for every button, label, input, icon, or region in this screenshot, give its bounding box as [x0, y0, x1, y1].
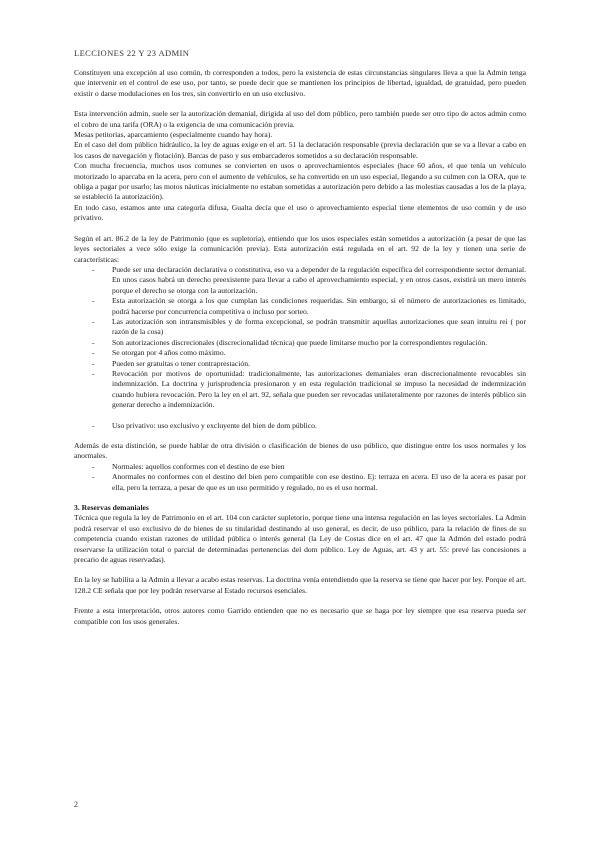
list-item-text: Esta autorización se otorga a los que cumplan las condiciones requeridas. Sin embargo, si el número de autorizaciones es limitado, podrá hacerse por concurrencia competitiva o incluso por sorteo.	[112, 296, 526, 316]
list-dash: -	[92, 296, 95, 306]
list-item-text: Anormales no conformes con el destino del bien pero compatible con ese destino. Ej: terraza en acera. El uso de la acera es pasar por ella, pero la terraza, a pesar de que es un uso permitido y regulado, no es el uso normal.	[112, 472, 526, 492]
list-item-text: Puede ser una declaración declarativa o constitutiva, eso va a depender de la regulación específica del correspondiente sector demanial. En unos casos habrá un derecho preexistente para llevar a cabo el aprovechamiento especial, y en otros casos, existirá un mero interés porque el derecho se otorga con la autorización.	[112, 264, 526, 295]
list-item	[92, 421, 526, 431]
list-item	[92, 359, 526, 369]
list-item	[92, 348, 526, 358]
list-item	[92, 296, 526, 317]
list-dash: -	[92, 316, 95, 326]
list-item	[92, 265, 526, 296]
list-dash: -	[92, 472, 95, 482]
section-heading-reservas: 3. Reservas demaniales	[74, 503, 149, 513]
list-dash: -	[92, 358, 95, 368]
document-body	[74, 68, 526, 627]
list-item-text: Pueden ser gratuitas o tener contraprestación.	[112, 358, 250, 368]
paragraph-diffuse-category: En todo caso, estamos ante una categoría difusa, Gualta decía que el uso o aprovechamiento especial tiene elementos de uso común y de uso privativo.	[74, 202, 526, 223]
list-item-text: Son autorizaciones discrecionales (discrecionalidad técnica) que puede limitarse mucho por la correspondientes regulación.	[112, 337, 488, 347]
list-item	[92, 462, 526, 472]
paragraph-intervention: Esta intervención admin, suele ser la autorización demanial, dirigida al uso del dom público, pero también puede ser otro tipo de actos admin como el cobro de una tarifa (ORA) o la exigencia de una comunicación previa.	[74, 109, 526, 129]
page-number: 2	[74, 800, 78, 809]
list-item	[92, 472, 526, 493]
list-dash: -	[92, 264, 95, 274]
normal-uses-list	[74, 462, 526, 493]
paragraph-common-uses: Con mucha frecuencia, muchos usos comunes se convierten en usos o aprovechamientos especiales (hace 60 años, el que tenía un vehículo motorizado lo aparcaba en la acera, pero con el aumento de vehículos, se ha convertido en un uso especial, llegando a su culmen con la ORA, que te obliga a pagar por usarlo; las motos náuticas inicialmente no estaban sometidas a autorización pero debido a las molestias causadas a los de la playa, se estableció la autorización).	[74, 161, 526, 202]
paragraph-garrido: Frente a esta interpretación, otros autores como Garrido entienden que no es necesario que se haga por ley siempre que esa reserva pueda ser compatible con los usos generales.	[74, 606, 526, 626]
paragraph-intro: Constituyen una excepción al uso común, tb corresponden a todos, pero la existencia de estas circunstancias singulares lleva a que la Admin tenga que intervenir en el control de ese uso, por tanto, se puede decir que se mantienen los principios de libertad, igualdad, de gratuidad, pero pueden existir o darse modulaciones en los tres, sin convertirlo en un uso exclusivo.	[74, 68, 526, 98]
page-header: LECCIONES 22 Y 23 ADMIN	[74, 48, 190, 58]
list-dash: -	[92, 420, 95, 430]
list-item-text: Se otorgan por 4 años como máximo.	[112, 348, 226, 358]
list-item	[92, 338, 526, 348]
paragraph-patrimonio: Según el art. 86.2 de la ley de Patrimonio (que es supletoria), entiendo que los usos especiales están sometidos a autorización (a pesar de que las leyes sectoriales a vece sólo exige la comunicación previa). Esta autorización está regulada en el art. 92 de la ley y tienen una serie de características:	[74, 233, 526, 264]
paragraph-examples: Mesas petitorias, aparcamiento (especialmente cuando hay hora).	[74, 130, 273, 140]
privative-list	[74, 421, 526, 431]
characteristics-list	[74, 265, 526, 411]
paragraph-classification: Además de esta distinción, se puede hablar de otra división o clasificación de bienes de uso público, que distingue entre los usos normales y los anormales.	[74, 441, 526, 461]
paragraph-reservas: Técnica que regula la ley de Patrimonio en el art. 104 con carácter supletorio, porque tiene una intensa regulación en las leyes sectoriales. La Admin podrá reservar el uso exclusivo de de bienes de su titularidad destinando al uso general, es decir, de uso público, para la relación de fines de su competencia cuando existan razones de utilidad pública o interés general (la Ley de Costas dice en el art. 47 que la Admón del estado podrá reservarse la utilización total o parcial de determinadas pertenencias del dom público. Ley de Aguas, art. 43 y art. 55: prevé las concesiones a precario de aguas reservadas).	[74, 513, 526, 565]
list-item-text: Uso privativo: uso exclusivo y excluyente del bien de dom público.	[112, 420, 317, 430]
paragraph-hydraulic: En el caso del dom público hidráulico, la ley de aguas exige en el art. 51 la declaración responsable (previa declaración que se va a llevar a cabo en los casos de navegación y flotación). Barcas de paso y sus embarcaderos sometidos a su declaración responsable.	[74, 140, 526, 160]
list-item	[92, 369, 526, 411]
list-dash: -	[92, 461, 95, 471]
list-item-text: Normales: aquellos conformes con el destino de ese bien	[112, 461, 285, 471]
list-item-text: Revocación por motivos de oportunidad: tradicionalmente, las autorizaciones demaniales eran discrecionalmente revocables sin indemnización. La doctrina y jurisprudencia presionaron y en esta regulación tradicional se impuso la necesidad de indemnización cuando hubiera revocación. Pero la ley en el art. 92, señala que pueden ser revocadas unilateralmente por razones de interés público sin generar derecho a indemnización.	[112, 368, 526, 410]
list-dash: -	[92, 348, 95, 358]
list-dash: -	[92, 337, 95, 347]
list-item-text: Las autorización son intransmisibles y de forma excepcional, se podrán transmitir aquellas autorizaciones que sean intuitu rei ( por razón de la cosa)	[112, 316, 526, 337]
paragraph-habilitation: En la ley se habilita a la Admin a llevar a acabo estas reservas. La doctrina venía entendiendo que la reserva se tiene que hacer por ley. Porque el art. 128.2 CE señala que por ley podrán reservarse al Estado recursos esenciales.	[74, 575, 526, 595]
list-dash: -	[92, 368, 95, 378]
list-item	[92, 317, 526, 338]
